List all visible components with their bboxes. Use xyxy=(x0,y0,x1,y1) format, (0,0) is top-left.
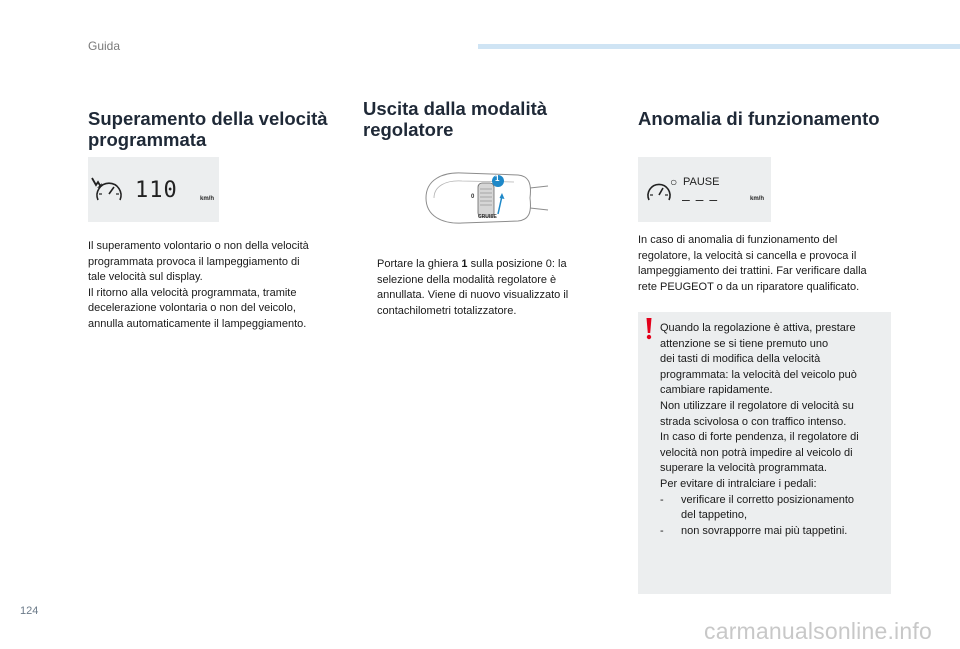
bullet-marker-icon xyxy=(363,257,377,319)
col2-bullet xyxy=(363,257,603,319)
warning-list-item: - non sovrapporre mai più tappetini. xyxy=(660,524,848,537)
warning-line: attenzione se si tiene premuto uno xyxy=(660,337,829,350)
warning-line: Per evitare di intralciare i pedali: xyxy=(660,477,817,490)
col2-line: contachilometri totalizzatore. xyxy=(377,304,517,317)
col1-line: Il ritorno alla velocità programmata, tramite xyxy=(88,286,297,299)
col1-title-line2: programmata xyxy=(88,129,207,150)
col1-line: programmata provoca il lampeggiamento di xyxy=(88,255,300,268)
display-unit: km/h xyxy=(200,196,215,202)
col3-line: rete PEUGEOT o da un riparatore qualificato. xyxy=(638,280,860,293)
pause-display-panel xyxy=(638,157,771,222)
diagram-cruise-label: CRUISE xyxy=(478,214,497,220)
diagram-badge-label: 1 xyxy=(495,174,500,183)
col2-line: Portare la ghiera 1 sulla posizione 0: la xyxy=(377,258,567,270)
col1-line: Il superamento volontario o non della velocità xyxy=(88,240,309,252)
steering-lever-diagram xyxy=(418,164,554,234)
col2-title-line2: regolatore xyxy=(363,119,454,140)
warning-list-item: - verificare il corretto posizionamento del tappetino, xyxy=(660,493,855,522)
col2-line: selezione della modalità regolatore è xyxy=(377,273,557,286)
col1-body xyxy=(88,239,358,333)
cruise-control-lever-illustration xyxy=(418,164,554,234)
diagram-position-label: 0 xyxy=(471,194,475,200)
col1-line: decelerazione volontaria o non del veicolo, xyxy=(88,302,296,315)
col3-body xyxy=(638,233,898,295)
speedometer-icon xyxy=(638,157,771,222)
warning-line: strada scivolosa o con traffico intenso. xyxy=(660,415,847,428)
col3-line: lampeggiamento dei trattini. Far verificare dalla xyxy=(638,265,867,278)
warning-line: In caso di forte pendenza, il regolatore di xyxy=(660,431,859,444)
section-label: Guida xyxy=(88,39,121,53)
col3-title-line: Anomalia di funzionamento xyxy=(638,108,880,129)
warning-line: dei tasti di modifica della velocità xyxy=(660,353,821,366)
watermark: carmanualsonline.info xyxy=(704,618,932,644)
col1-title xyxy=(88,108,348,150)
page-number: 124 xyxy=(20,605,39,617)
warning-line: programmata: la velocità del veicolo può xyxy=(660,368,857,381)
warning-line: cambiare rapidamente. xyxy=(660,384,773,397)
col3-title xyxy=(638,108,898,129)
warning-line: velocità non potrà impedire al veicolo di xyxy=(660,446,853,459)
warning-line: Quando la regolazione è attiva, prestare xyxy=(660,322,856,334)
col2-title-line1: Uscita dalla modalità xyxy=(363,98,548,119)
warning-exclamation-icon xyxy=(645,318,653,340)
col2-title xyxy=(363,98,623,140)
display-dashes: – – – xyxy=(682,191,719,207)
col1-line: annulla automaticamente il lampeggiamento. xyxy=(88,317,307,330)
display-unit: km/h xyxy=(750,196,765,202)
col1-title-line1: Superamento della velocità xyxy=(88,108,328,129)
display-pause-label: PAUSE xyxy=(683,176,720,188)
col1-line: tale velocità sul display. xyxy=(88,271,203,284)
warning-text xyxy=(660,321,885,539)
pause-symbol-icon: ○ xyxy=(670,175,678,189)
col3-line: regolatore, la velocità si cancella e provoca il xyxy=(638,249,857,262)
col2-line: annullata. Viene di nuovo visualizzato il xyxy=(377,289,569,302)
warning-line: Non utilizzare il regolatore di velocità su xyxy=(660,399,854,412)
header-accent-bar xyxy=(478,44,960,49)
display-speed-value: 110 xyxy=(135,178,178,203)
col3-line: In caso di anomalia di funzionamento del xyxy=(638,234,838,246)
speed-display-panel xyxy=(88,157,219,222)
warning-line: superare la velocità programmata. xyxy=(660,462,827,475)
